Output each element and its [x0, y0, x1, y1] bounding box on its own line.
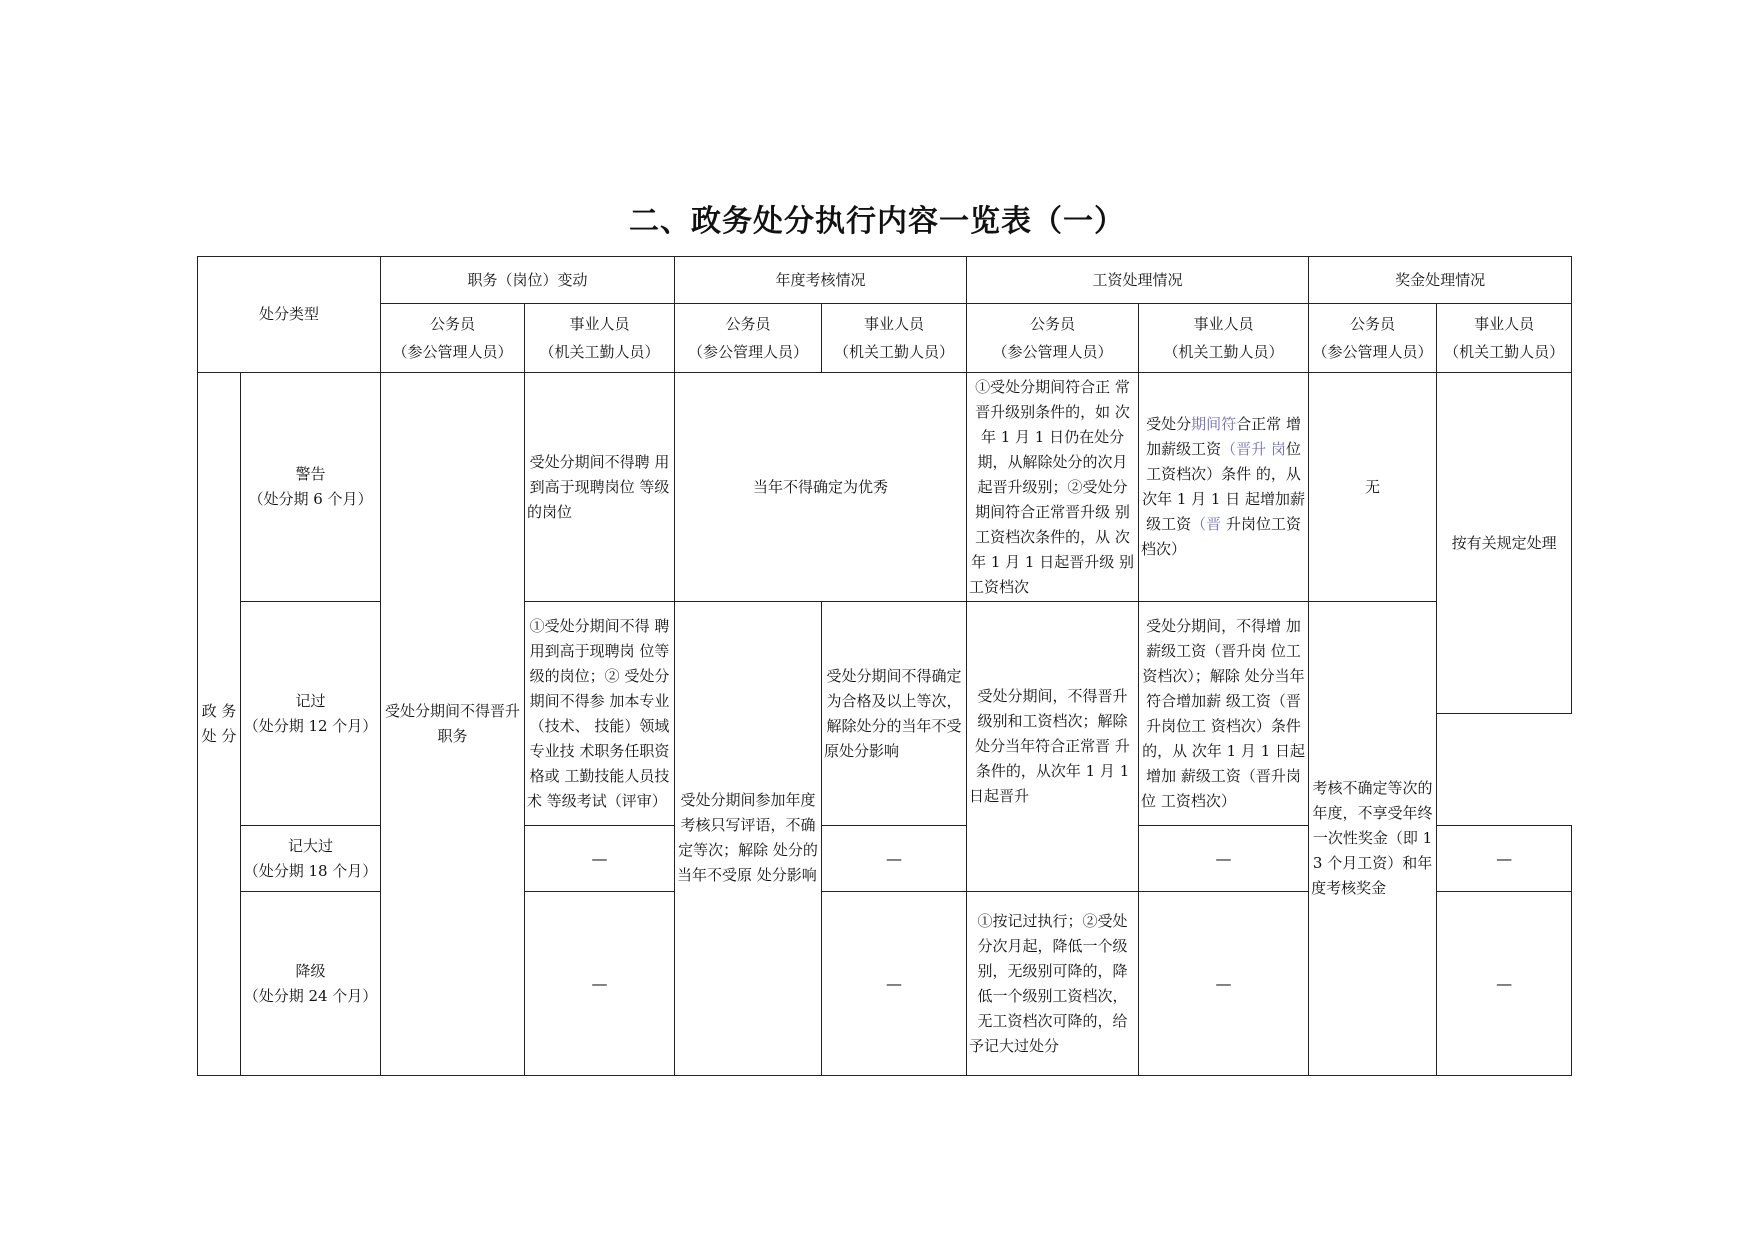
cell-wage-inst-demotion: —: [1139, 892, 1309, 1076]
header-bonus-handling: 奖金处理情况: [1309, 257, 1572, 304]
subheader-institution-staff: 事业人员 （机关工勤人员）: [1139, 304, 1309, 373]
cell-assessment-civil: 受处分期间参加年度考核只写评语，不确定等次；解除 处分的当年不受原 处分影响: [675, 601, 822, 1075]
header-post-change: 职务（岗位）变动: [381, 257, 675, 304]
row-label-warning: 警告 （处分期 6 个月）: [241, 373, 381, 602]
row-label-record-demerit: 记过 （处分期 12 个月）: [241, 601, 381, 826]
subheader-institution-staff: 事业人员 （机关工勤人员）: [822, 304, 967, 373]
side-label-political-sanction: 政 务 处 分: [198, 373, 241, 1076]
cell-assessment-inst-demotion: —: [822, 892, 967, 1076]
cell-wage-civil-warning: ①受处分期间符合正 常晋升级别条件的，如 次年 1 月 1 日仍在处分 期，从解除处分的次月 起晋升级别；②受处分 期间符合正常晋升级 别工资档次条件的，从 次年 1 月 1 日起晋升级 别工资档次: [967, 373, 1139, 602]
cell-wage-civil-demotion: ①按记过执行；②受处 分次月起，降低一个级 别，无级别可降的，降 低一个级别工资档次， 无工资档次可降的，给 予记大过处分: [967, 892, 1139, 1076]
cell-wage-inst-record: 受处分期间，不得增 加薪级工资（晋升岗 位工资档次）；解除 处分当年符合增加薪 级工资（晋升岗位工 资档次）条件的，从 次年 1 月 1 日起增加 薪级工资（晋升岗位 工资档次）: [1139, 601, 1309, 826]
header-annual-assessment: 年度考核情况: [675, 257, 967, 304]
header-category: 处分类型: [198, 257, 381, 373]
subheader-civil-servant: 公务员 （参公管理人员）: [381, 304, 525, 373]
cell-assessment-warning: 当年不得确定为优秀: [675, 373, 967, 602]
row-label-major-demerit: 记大过 （处分期 18 个月）: [241, 826, 381, 892]
discipline-table: [197, 256, 1572, 1076]
cell-assessment-inst-major: —: [822, 826, 967, 892]
cell-wage-inst-warning: 受处分期间符合正常 增加薪级工资（晋升 岗位工资档次）条件 的，从次年 1 月 1 日 起增加薪级工资（晋 升岗位工资档次）: [1139, 373, 1309, 602]
subheader-civil-servant: 公务员 （参公管理人员）: [675, 304, 822, 373]
page-title: 二、政务处分执行内容一览表（一）: [629, 204, 1125, 239]
subheader-institution-staff: 事业人员 （机关工勤人员）: [525, 304, 675, 373]
subheader-civil-servant: 公务员 （参公管理人员）: [1309, 304, 1437, 373]
cell-post-inst-major: —: [525, 826, 675, 892]
cell-bonus-civil: 考核不确定等次的年度，不享受年终一次性奖金（即 13 个月工资）和年度考核奖金: [1309, 601, 1437, 1075]
cell-post-inst-record: ①受处分期间不得 聘用到高于现聘岗 位等级的岗位；② 受处分期间不得参 加本专业（技术、 技能）领域专业技 术职务任职资格或 工勤技能人员技术 等级考试（评审）: [525, 601, 675, 826]
cell-wage-inst-major: —: [1139, 826, 1309, 892]
cell-bonus-civil-warning: 无: [1309, 373, 1437, 602]
cell-bonus-inst-rule: 按有关规定处理: [1437, 373, 1572, 714]
cell-bonus-inst-demotion: —: [1437, 892, 1572, 1076]
cell-post-inst-warning: 受处分期间不得聘 用到高于现聘岗位 等级的岗位: [525, 373, 675, 602]
cell-assessment-inst-record: 受处分期间不得确定为合格及以上等次，解除处分的当年不受原处分影响: [822, 601, 967, 826]
subheader-civil-servant: 公务员 （参公管理人员）: [967, 304, 1139, 373]
subheader-institution-staff: 事业人员 （机关工勤人员）: [1437, 304, 1572, 373]
cell-bonus-inst-major: —: [1437, 826, 1572, 892]
cell-post-inst-demotion: —: [525, 892, 675, 1076]
cell-wage-civil-record: 受处分期间，不得晋升 级别和工资档次；解除 处分当年符合正常晋 升条件的，从次年 1 月 1 日起晋升: [967, 601, 1139, 892]
header-wage-handling: 工资处理情况: [967, 257, 1309, 304]
row-label-demotion: 降级 （处分期 24 个月）: [241, 892, 381, 1076]
cell-post-civil: 受处分期间不得晋升职务: [381, 373, 525, 1076]
